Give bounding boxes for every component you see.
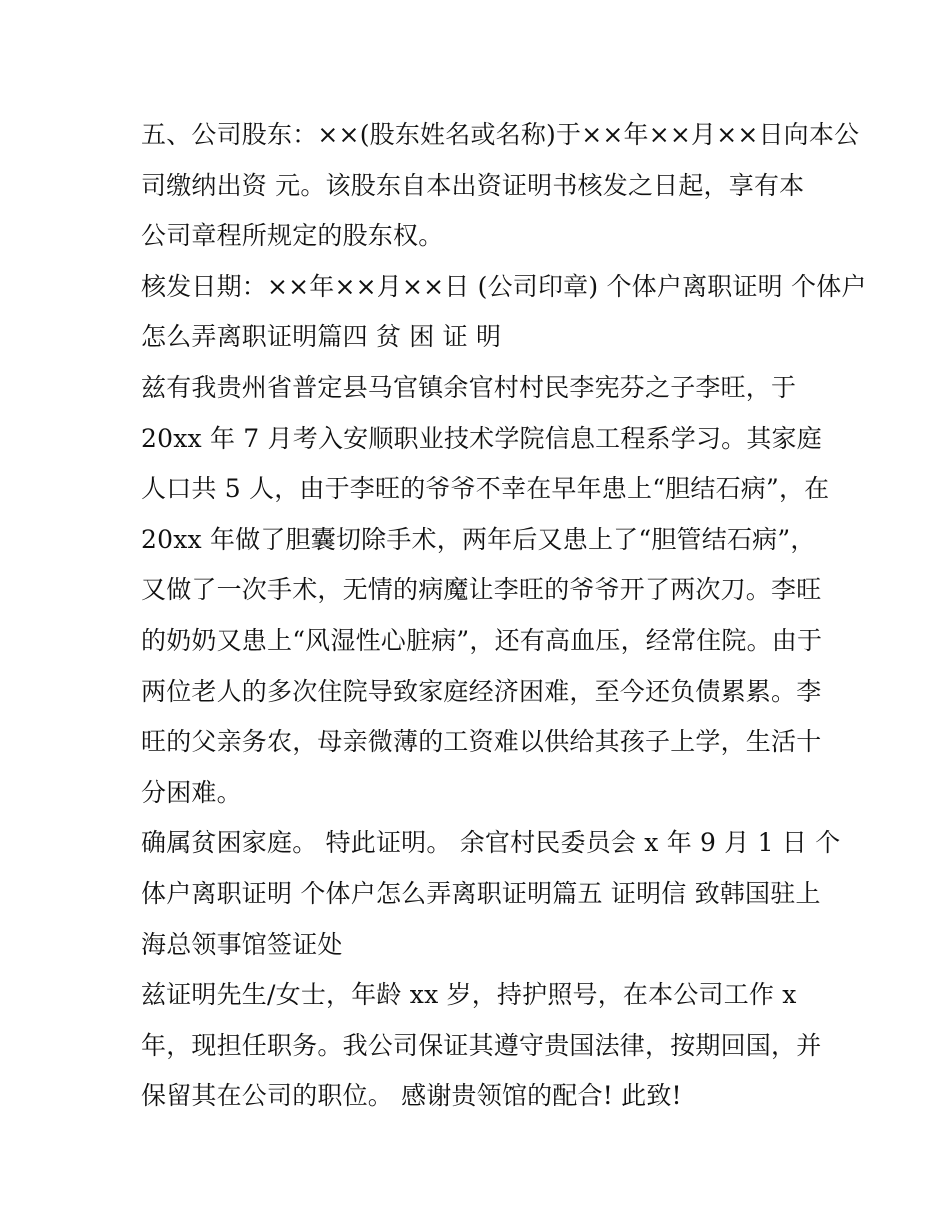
- text-line: 司缴纳出资 元。该股东自本出资证明书核发之日起，享有本: [141, 170, 805, 200]
- text-line: 年，现担任职务。我公司保证其遵守贵国法律，按期回国，并: [141, 1030, 822, 1060]
- text-line: 20xx 年做了胆囊切除手术，两年后又患上了“胆管结石病”，: [141, 524, 816, 554]
- text-line: 旺的父亲务农，母亲微薄的工资难以供给其孩子上学，生活十: [141, 727, 822, 757]
- text-line: 保留其在公司的职位。 感谢贵领馆的配合! 此致!: [141, 1081, 682, 1111]
- text-line: 又做了一次手术，无情的病魔让李旺的爷爷开了两次刀。李旺: [141, 575, 822, 605]
- text-line: 公司章程所规定的股东权。: [141, 221, 444, 251]
- text-line: 确属贫困家庭。 特此证明。 余官村民委员会 x 年 9 月 1 日 个: [141, 828, 841, 858]
- text-line: 20xx 年 7 月考入安顺职业技术学院信息工程系学习。其家庭: [141, 423, 822, 453]
- text-line: 两位老人的多次住院导致家庭经济困难，至今还负债累累。李: [141, 676, 822, 706]
- document-body: [141, 110, 867, 1122]
- text-line: 分困难。: [141, 777, 242, 807]
- text-line: 五、公司股东：××(股东姓名或名称)于××年××月××日向本公: [141, 120, 860, 149]
- text-line: 兹证明先生/女士，年龄 xx 岁，持护照号，在本公司工作 x: [141, 980, 797, 1010]
- text-line: 人口共 5 人，由于李旺的爷爷不幸在早年患上“胆结石病”，在: [141, 474, 830, 504]
- text-line: 的奶奶又患上“风湿性心脏病”，还有高血压，经常住院。由于: [141, 625, 823, 655]
- text-line: 体户离职证明 个体户怎么弄离职证明篇五 证明信 致韩国驻上: [141, 878, 821, 908]
- text-line: 兹有我贵州省普定县马官镇余官村村民李宪芬之子李旺，于: [141, 372, 797, 402]
- text-line: 怎么弄离职证明篇四 贫 困 证 明: [141, 322, 502, 352]
- text-line: 海总领事馆签证处: [141, 929, 343, 959]
- text-line: 核发日期：××年××月××日 (公司印章) 个体户离职证明 个体户: [141, 271, 867, 301]
